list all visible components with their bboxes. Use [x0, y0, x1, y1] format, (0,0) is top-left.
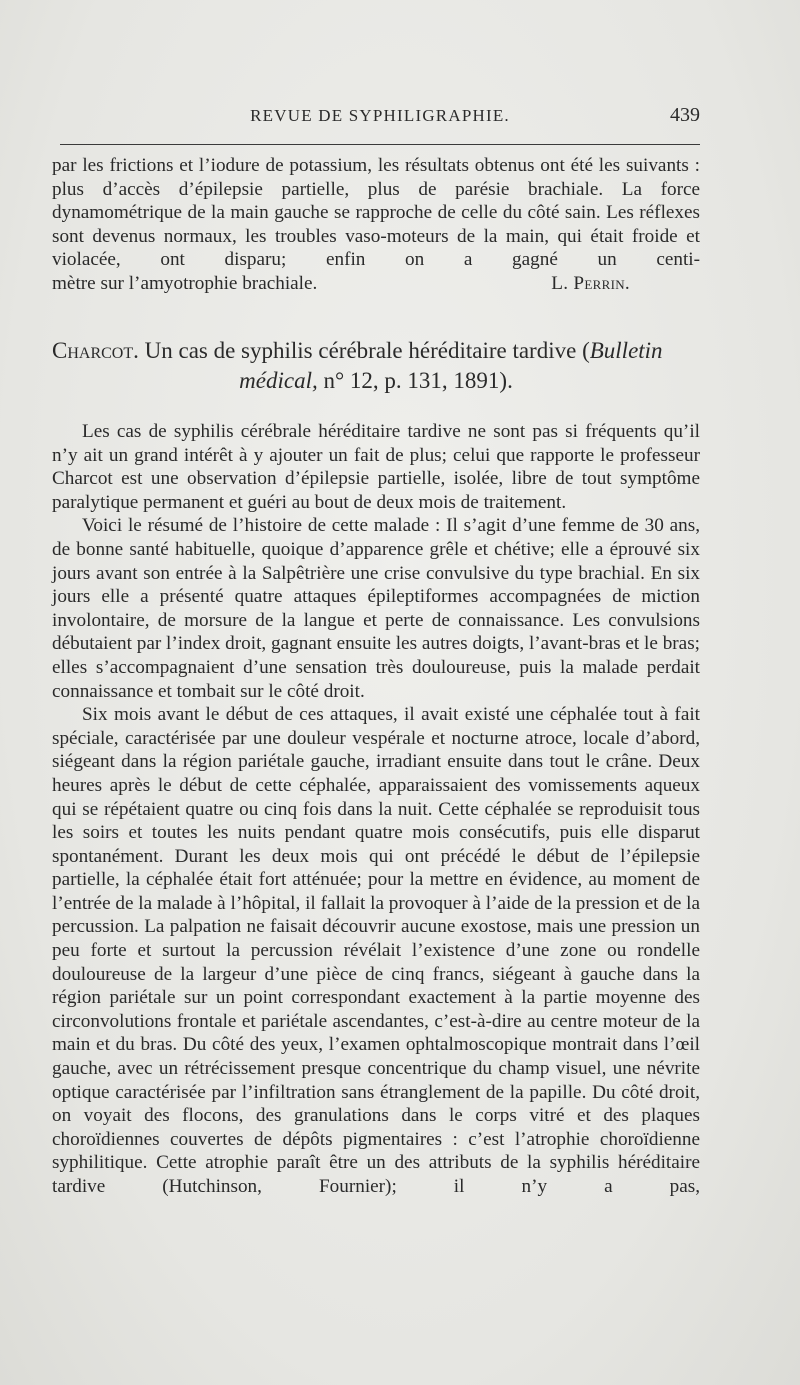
article-title: Un cas de syphilis cérébrale héréditaire tardive ( [144, 338, 590, 363]
heading-line-2 [52, 366, 700, 396]
signature: L. Perrin. [551, 272, 630, 294]
running-title: REVUE DE SYPHILIGRAPHIE. [250, 106, 510, 125]
page-number: 439 [670, 104, 700, 126]
article-author: Charcot. [52, 338, 139, 363]
header-rule [60, 144, 700, 145]
intro-block [52, 154, 700, 296]
article-body [52, 420, 700, 1199]
intro-closing-text: mètre sur l’amyotrophie brachiale. [52, 272, 318, 294]
intro-paragraph: par les frictions et l’iodure de potassium, les résultats obtenus ont été les suivants : plus d’accès d’épilepsie partielle, plus de parésie brachiale. La force dynamométrique de la main gauche se rapproche de celle du côté sain. Les réflexes sont devenus normaux, les troubles vaso-moteurs de la main, qui était froide et violacée, ont disparu; enfin on a gagné un centi- [52, 155, 700, 271]
article-citation: n° 12, p. 131, 1891). [323, 368, 513, 393]
running-head [60, 104, 700, 134]
body-paragraph-3: Six mois avant le début de ces attaques, il avait existé une céphalée tout à fait spéciale, caractérisée par une douleur vespérale et nocturne atroce, locale d’abord, siégeant dans la région pariétale gauche, irradiant ensuite dans tout le crâne. Deux heures après le début de cette céphalée, apparaissaient des vomissements aqueux qui se répétaient quatre ou cinq fois dans la nuit. Cette céphalée se reproduisit tous les soirs et toutes les nuits pendant quatre mois consécutifs, puis elle disparut spontanément. Durant les deux mois qui ont précédé le début de l’épilepsie partielle, la céphalée était fort atténuée; pour la mettre en évidence, au moment de l’entrée de la malade à l’hôpital, il fallait la provoquer à l’aide de la pression et de la percussion. La palpation ne faisait découvrir aucune exostose, mais une pression un peu forte et surtout la percussion révélait l’existence d’une zone ou rondelle douloureuse de la largeur d’une pièce de cinq francs, siégeant à gauche dans la région pariétale sur un point correspondant exactement à la partie moyenne des circonvolutions frontale et pariétale ascendantes, c’est-à-dire au centre moteur de la main et du bras. Du côté des yeux, l’examen ophtalmoscopique montrait dans l’œil gauche, avec un rétrécissement presque concentrique du champ visuel, une névrite optique caractérisée par l’infiltration sans étranglement de la papille. Du côté droit, on voyait des flocons, des granulations dans le corps vitré et des plaques choroïdiennes couvertes de dépôts pigmentaires : c’est l’atrophie choroïdienne syphilitique. Cette atrophie paraît être un des attributs de la syphilis héréditaire tardive (Hutchinson, Fournier); il n’y a pas, [52, 704, 700, 1197]
body-paragraph-2: Voici le résumé de l’histoire de cette malade : Il s’agit d’une femme de 30 ans, de bonne santé habituelle, quoique d’apparence grêle et chétive; elle a éprouvé six jours avant son entrée à la Salpêtrière une crise convulsive du type brachial. En six jours elle a présenté quatre attaques épileptiformes accompagnées de miction involontaire, de morsure de la langue et perte de connaissance. Les convulsions débutaient par l’index droit, gagnant ensuite les autres doigts, l’avant-bras et le bras; elles s’accompagnaient d’une sensation très douloureuse, puis la malade perdait connaissance et tombait sur le côté droit. [52, 515, 700, 702]
article-heading [52, 336, 700, 396]
intro-last-line [52, 272, 700, 296]
body-paragraph-1: Les cas de syphilis cérébrale héréditaire tardive ne sont pas si fréquents qu’il n’y ait un grand intérêt à y ajouter un fait de plus; celui que rapporte le professeur Charcot est une observation d’épilepsie partielle, isolée, libre de tout symptôme paralytique permanent et guéri au bout de deux mois de traitement. [52, 421, 700, 513]
heading-line-1 [52, 336, 700, 366]
journal-name-rest: médical, [239, 368, 318, 393]
journal-name-part: Bulletin [589, 338, 663, 363]
